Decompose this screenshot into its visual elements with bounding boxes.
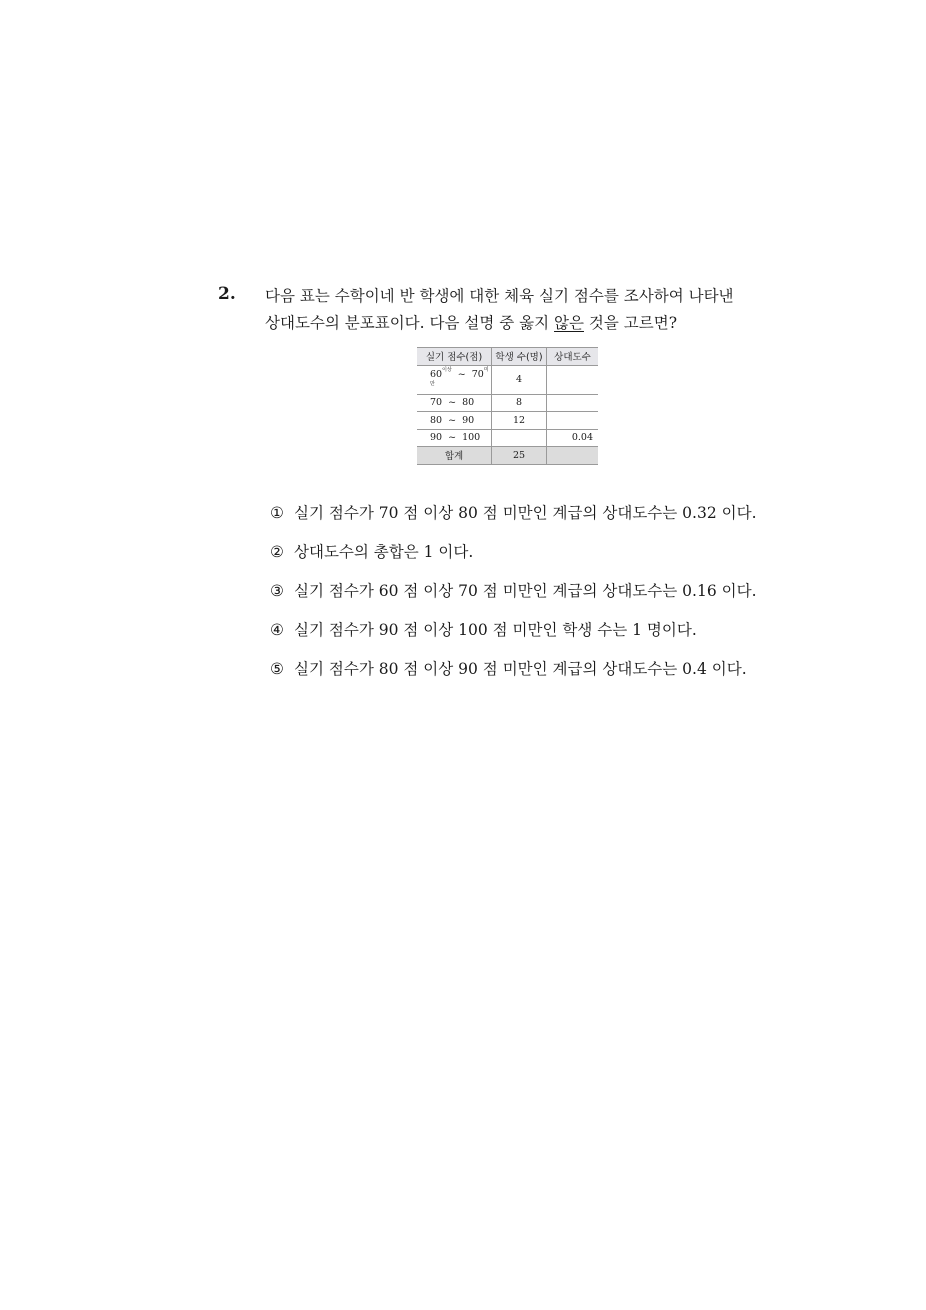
- range-high: 90: [462, 414, 475, 426]
- student-count-cell: [492, 429, 547, 447]
- question-stem-line-1: 다음 표는 수학이네 반 학생에 대한 체육 실기 점수를 조사하여 나타낸: [265, 287, 734, 305]
- range-tilde: ~: [448, 414, 457, 426]
- total-relative-frequency: [547, 447, 599, 465]
- range-high: 100: [462, 432, 481, 444]
- header-score: 실기 점수(점): [417, 348, 492, 366]
- choice-5[interactable]: [270, 659, 747, 679]
- choice-text: 실기 점수가 90 점 이상 100 점 미만인 학생 수는 1 명이다.: [294, 621, 697, 639]
- header-relative-frequency: 상대도수: [547, 348, 599, 366]
- range-low: 70: [430, 397, 443, 409]
- score-range-cell: [417, 412, 492, 430]
- choice-marker: ⑤: [270, 660, 284, 678]
- range-low: 80: [430, 414, 443, 426]
- range-tilde: ~: [457, 368, 466, 380]
- score-range-cell: [417, 429, 492, 447]
- range-tilde: ~: [448, 432, 457, 444]
- relative-frequency-cell: 0.04: [547, 429, 599, 447]
- total-count: 25: [492, 447, 547, 465]
- header-students: 학생 수(명): [492, 348, 547, 366]
- choice-1[interactable]: [270, 503, 757, 523]
- table-row: [417, 365, 598, 394]
- question-number: 2.: [218, 284, 236, 304]
- student-count-cell: 12: [492, 412, 547, 430]
- choice-text: 실기 점수가 70 점 이상 80 점 미만인 계급의 상대도수는 0.32 이다.: [294, 504, 757, 522]
- relative-frequency-cell: [547, 365, 599, 394]
- table-row: [417, 429, 598, 447]
- choice-marker: ①: [270, 504, 284, 522]
- table-total-row: [417, 447, 598, 465]
- relative-frequency-cell: [547, 394, 599, 412]
- relative-frequency-cell: [547, 412, 599, 430]
- range-high: 80: [462, 397, 475, 409]
- table-header-row: [417, 348, 598, 366]
- range-low: 90: [430, 432, 443, 444]
- choice-marker: ④: [270, 621, 284, 639]
- choice-3[interactable]: [270, 581, 757, 601]
- range-high-suffix: 미만: [430, 366, 489, 387]
- stem-emphasis: 않은: [554, 314, 584, 332]
- choice-marker: ③: [270, 582, 284, 600]
- choice-text: 실기 점수가 60 점 이상 70 점 미만인 계급의 상대도수는 0.16 이다.: [294, 582, 757, 600]
- table-row: [417, 394, 598, 412]
- range-high: 70: [471, 368, 484, 380]
- choice-marker: ②: [270, 543, 284, 561]
- choice-4[interactable]: [270, 620, 697, 640]
- choice-text: 상대도수의 총합은 1 이다.: [294, 543, 474, 561]
- total-label: 합계: [417, 447, 492, 465]
- choice-text: 실기 점수가 80 점 이상 90 점 미만인 계급의 상대도수는 0.4 이다.: [294, 660, 747, 678]
- student-count-cell: 8: [492, 394, 547, 412]
- choice-2[interactable]: [270, 542, 473, 562]
- score-range-cell: [417, 365, 492, 394]
- score-range-cell: [417, 394, 492, 412]
- relative-frequency-table: [417, 347, 598, 465]
- range-low: 60: [430, 368, 443, 380]
- range-low-suffix: 이상: [442, 366, 452, 373]
- student-count-cell: 4: [492, 365, 547, 394]
- stem-text: 것을 고르면?: [583, 314, 678, 332]
- table-row: [417, 412, 598, 430]
- question-stem-line-2: [265, 313, 785, 333]
- range-tilde: ~: [448, 397, 457, 409]
- stem-text: 상대도수의 분포표이다. 다음 설명 중 옳지: [265, 314, 555, 332]
